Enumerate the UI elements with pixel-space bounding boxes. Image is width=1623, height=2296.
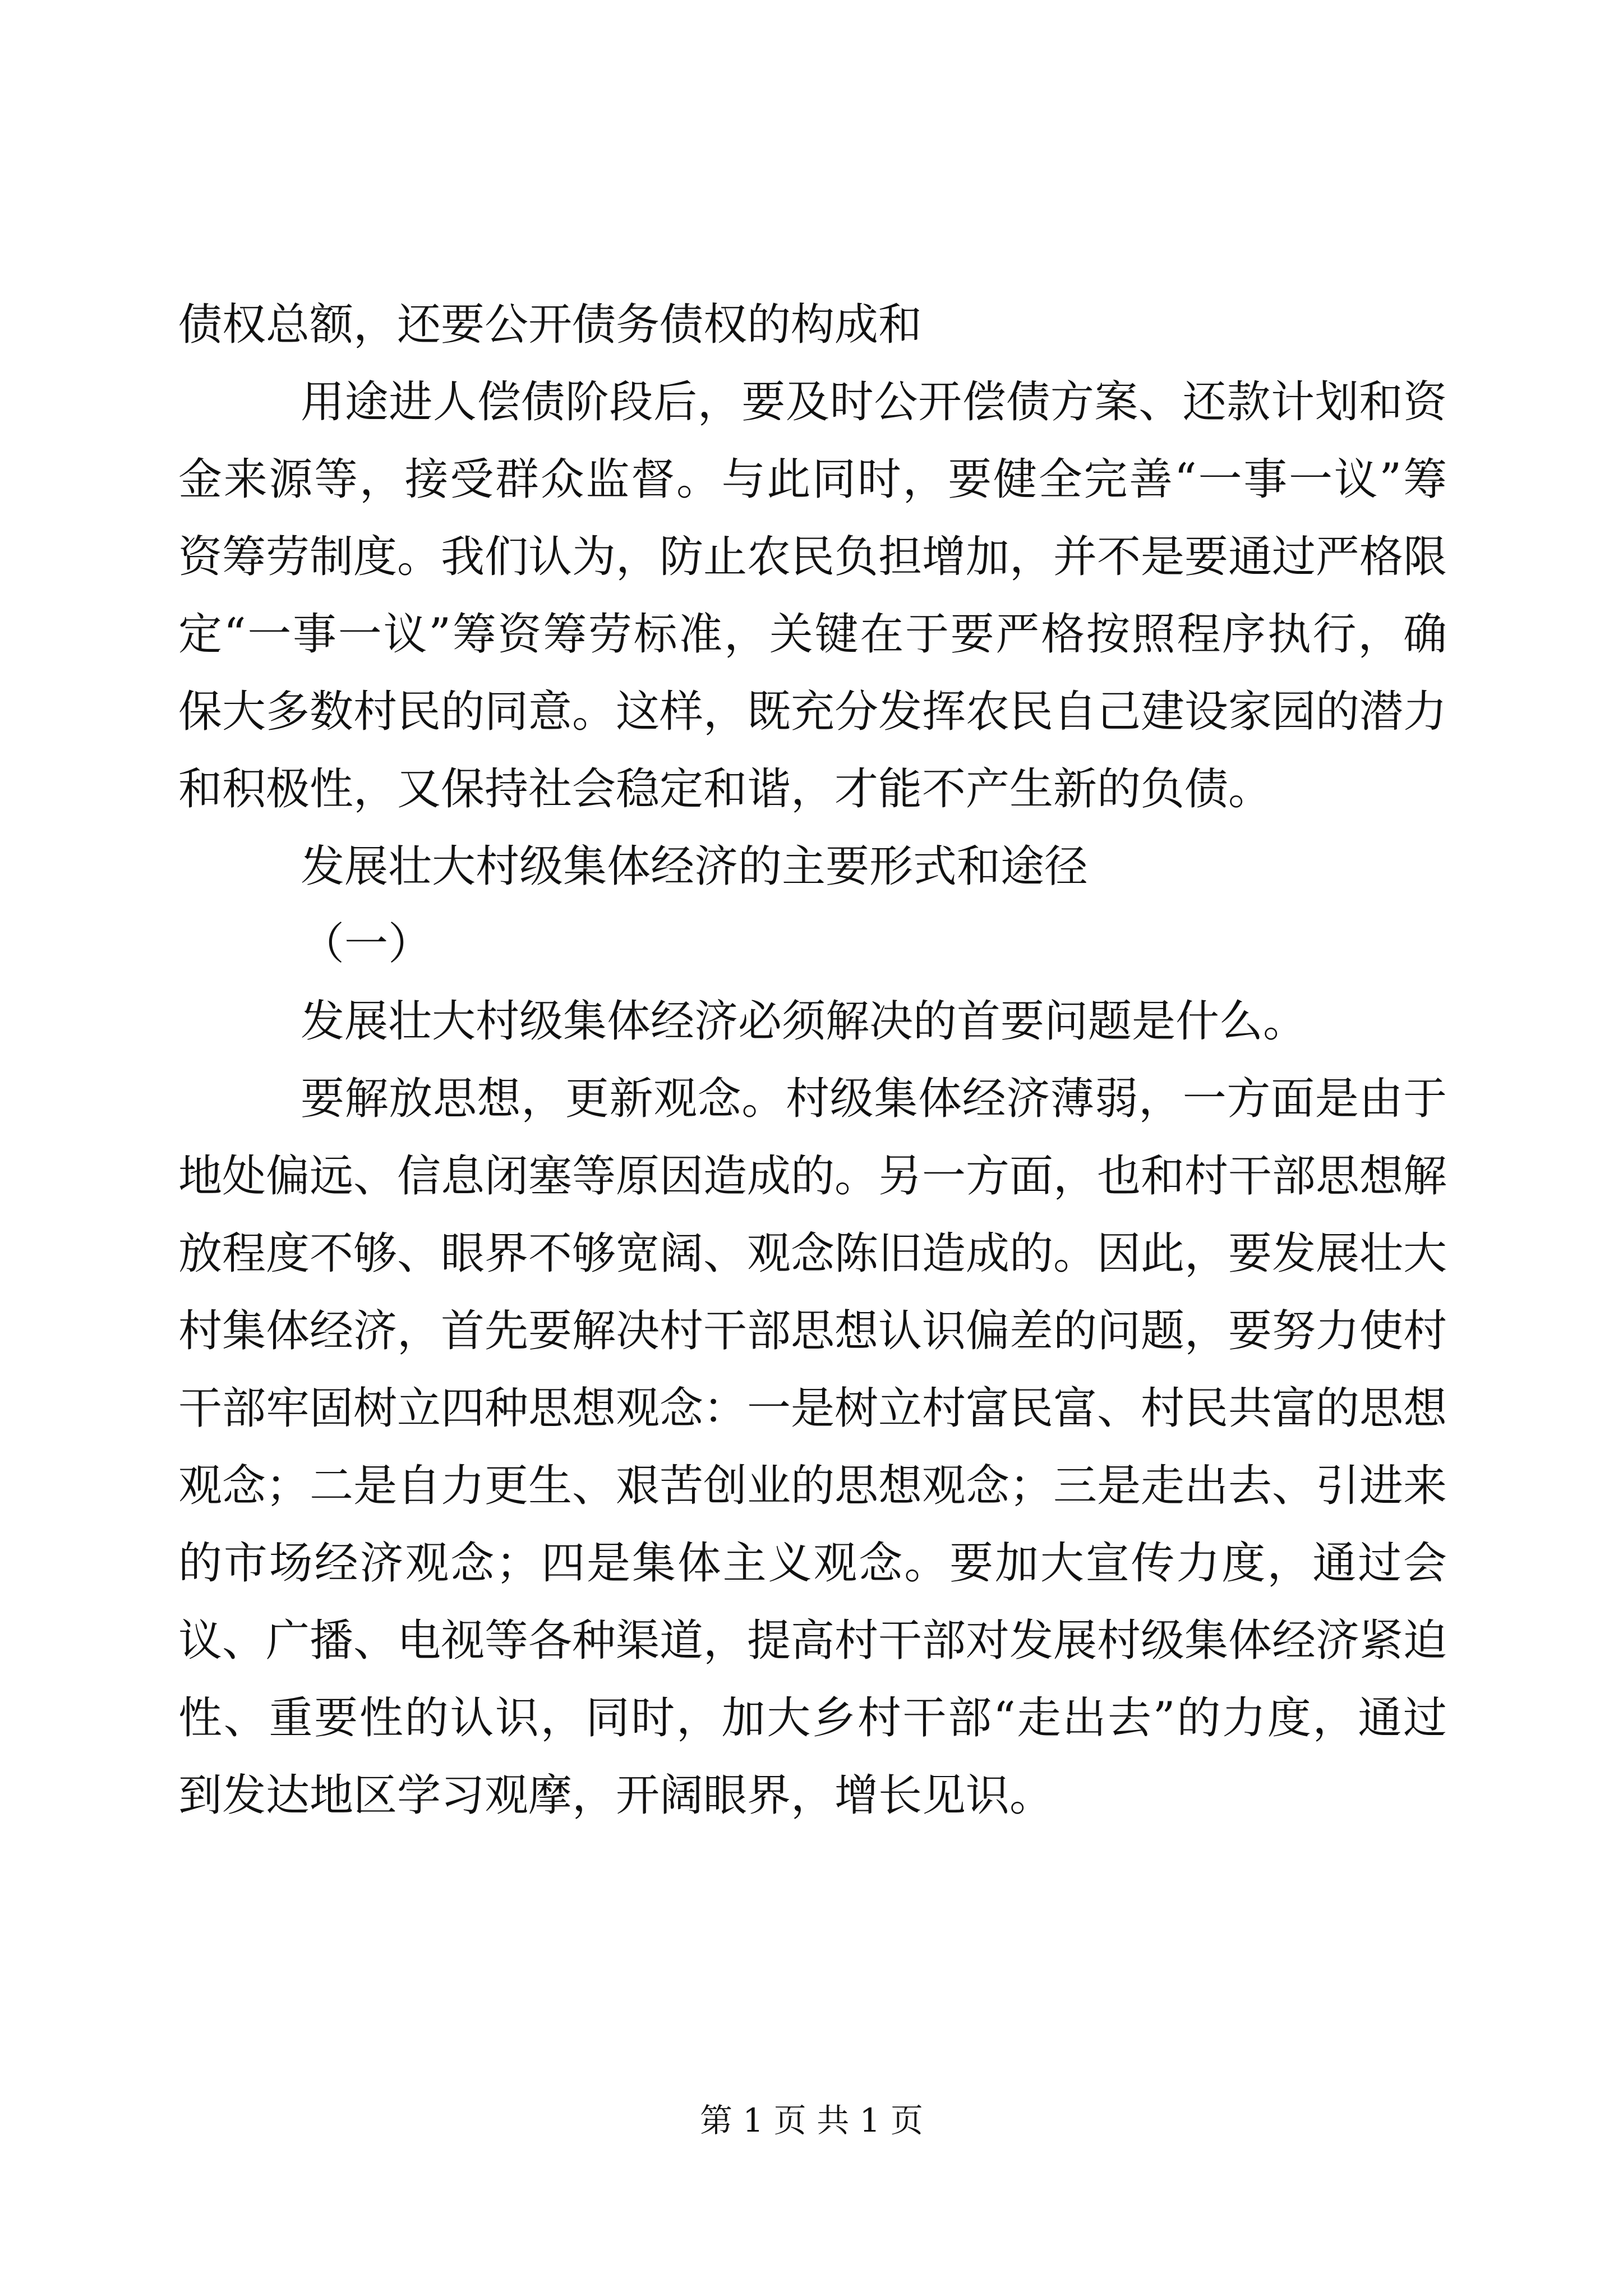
question-heading: 发展壮大村级集体经济必须解决的首要问题是什么。 xyxy=(301,996,1307,1047)
section-heading-forms-and-paths: 发展壮大村级集体经济的主要形式和途径 xyxy=(301,841,1089,892)
page-footer: 第 1 页 共 1 页 xyxy=(700,2101,923,2139)
body-text xyxy=(178,286,1447,1834)
section-number: （一） xyxy=(301,919,432,969)
paragraph-emancipate-mind: 要解放思想，更新观念。村级集体经济薄弱，一方面是由于地处偏远、信息闭塞等原因造成的。另一方面，也和村干部思想解放程度不够、眼界不够宽阔、观念陈旧造成的。因此，要发展壮大村集体经济，首先要解决村干部思想认识偏差的问题，要努力使村干部牢固树立四种思想观念：一是树立村富民富、村民共富的思想观念；二是自力更生、艰苦创业的思想观念；三是走出去、引进来的市场经济观念；四是集体主义观念。要加大宣传力度，通过会议、广播、电视等各种渠道，提高村干部对发展村级集体经济紧迫性、重要性的认识，同时，加大乡村干部“走出去”的力度，通过到发达地区学习观摩，开阔眼界，增长见识。 xyxy=(178,1074,1447,1821)
paragraph-debt-total: 债权总额，还要公开债务债权的构成和 xyxy=(178,300,923,350)
paragraph-repayment-disclosure: 用途进人偿债阶段后，要及时公开偿债方案、还款计划和资金来源等，接受群众监督。与此同时，要健全完善“一事一议”筹资筹劳制度。我们认为，防止农民负担增加，并不是要通过严格限定“一事一议”筹资筹劳标准，关键在于要严格按照程序执行，确保大多数村民的同意。这样，既充分发挥农民自己建设家园的潜力和积极性，又保持社会稳定和谐，才能不产生新的负债。 xyxy=(178,377,1447,815)
